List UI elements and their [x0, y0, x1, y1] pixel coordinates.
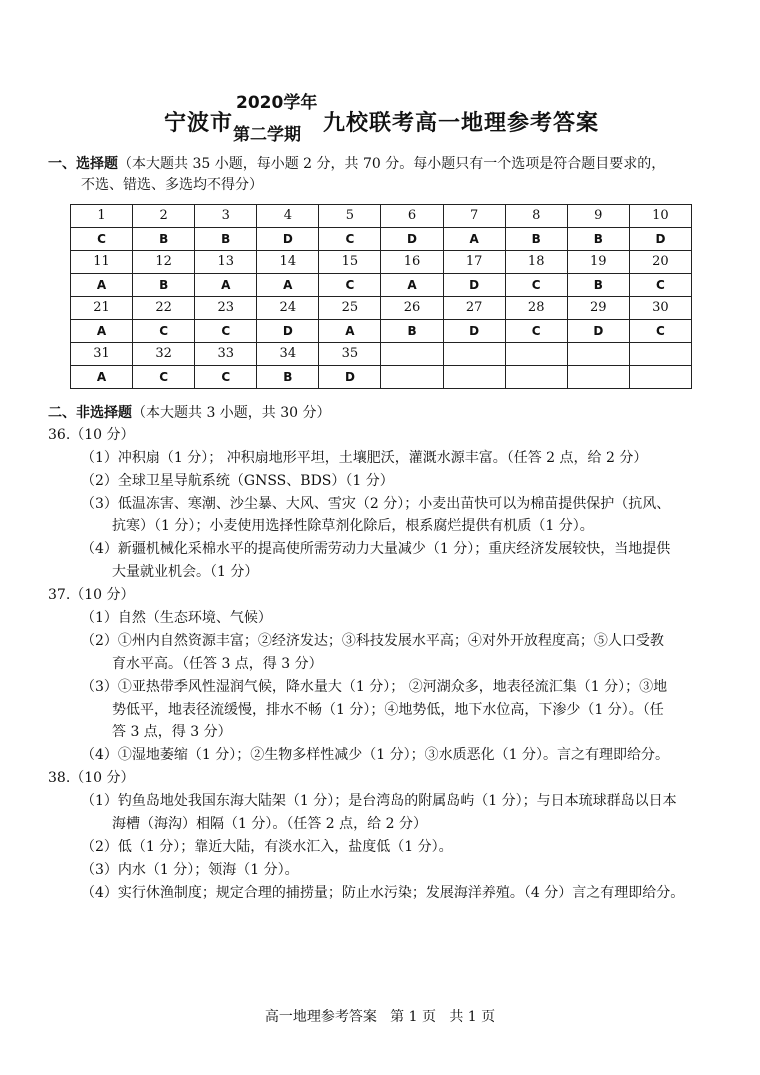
question-number-cell: 20: [629, 251, 691, 274]
question-number-cell: [381, 343, 443, 366]
answer-cell: [443, 366, 505, 389]
q37-2-cont: 育水平高。（任答 3 点，得 3 分）: [112, 656, 323, 672]
answer-row: [71, 366, 692, 389]
q38-1-cont: 海槽（海沟）相隔（1 分）。（任答 2 点，给 2 分）: [112, 816, 427, 832]
answer-cell: A: [257, 274, 319, 297]
q36-4-cont: 大量就业机会。（1 分）: [112, 564, 259, 580]
question-number-cell: 7: [443, 205, 505, 228]
question-number-cell: 12: [133, 251, 195, 274]
question-number-row: [71, 205, 692, 228]
answer-table: [70, 204, 692, 389]
answer-cell: A: [195, 274, 257, 297]
answer-cell: C: [195, 320, 257, 343]
question-number-cell: 31: [71, 343, 133, 366]
title-rest: 九校联考高一地理参考答案: [323, 111, 600, 136]
question-number-cell: 23: [195, 297, 257, 320]
q37-2: （2）①州内自然资源丰富；②经济发达；③科技发展水平高；④对外开放程度高；⑤人口受教: [81, 633, 664, 649]
q37-3-cont: 势低平，地表径流缓慢，排水不畅（1 分）；④地势低，地下水位高，下渗少（1 分）。（任: [112, 702, 664, 718]
question-number-cell: 33: [195, 343, 257, 366]
q37-1: （1）自然（生态环境、气候）: [81, 610, 272, 626]
question-number-cell: 19: [567, 251, 629, 274]
question-number-cell: 11: [71, 251, 133, 274]
answer-cell: D: [381, 228, 443, 251]
question-number-cell: 13: [195, 251, 257, 274]
question-number-cell: 8: [505, 205, 567, 228]
answer-cell: C: [629, 274, 691, 297]
q37-3-cont2: 答 3 点，得 3 分）: [112, 724, 232, 740]
section2-note: （本大题共 3 小题，共 30 分）: [132, 405, 331, 421]
question-number-cell: 1: [71, 205, 133, 228]
answer-cell: D: [629, 228, 691, 251]
q37-heading: 37.（10 分）: [48, 587, 135, 603]
question-number-cell: 17: [443, 251, 505, 274]
answer-cell: A: [71, 320, 133, 343]
q38-1: （1）钓鱼岛地处我国东海大陆架（1 分）；是台湾岛的附属岛屿（1 分）；与日本琉球群岛以日本: [81, 793, 677, 809]
answer-cell: B: [133, 274, 195, 297]
question-number-cell: 22: [133, 297, 195, 320]
question-number-cell: 34: [257, 343, 319, 366]
q38-3: （3）内水（1 分）；领海（1 分）。: [81, 862, 299, 878]
question-number-cell: 25: [319, 297, 381, 320]
answer-row: [71, 228, 692, 251]
section1-note: （本大题共 35 小题，每小题 2 分，共 70 分。每小题只有一个选项是符合题目要求的，: [118, 156, 666, 172]
q36-2: （2）全球卫星导航系统（GNSS、BDS）（1 分）: [81, 473, 394, 489]
question-number-cell: 28: [505, 297, 567, 320]
answer-cell: A: [71, 274, 133, 297]
answer-row: [71, 274, 692, 297]
section2-heading: [48, 402, 331, 422]
question-number-cell: [629, 343, 691, 366]
question-number-cell: 29: [567, 297, 629, 320]
q38-2: （2）低（1 分）；靠近大陆，有淡水汇入，盐度低（1 分）。: [81, 839, 453, 855]
question-number-cell: [443, 343, 505, 366]
question-number-cell: 16: [381, 251, 443, 274]
q36-3: （3）低温冻害、寒潮、沙尘暴、大风、雪灾（2 分）；小麦出苗快可以为棉苗提供保护（抗风、: [81, 496, 671, 512]
question-number-cell: 24: [257, 297, 319, 320]
question-number-cell: [567, 343, 629, 366]
question-number-cell: 15: [319, 251, 381, 274]
section1-note-line2: 不选、错选、多选均不得分）: [81, 177, 263, 193]
answer-cell: C: [319, 274, 381, 297]
q37-4: （4）①湿地萎缩（1 分）；②生物多样性减少（1 分）；③水质恶化（1 分）。言之有理即给分。: [81, 747, 669, 763]
question-number-cell: 32: [133, 343, 195, 366]
question-number-cell: 2: [133, 205, 195, 228]
question-number-cell: 27: [443, 297, 505, 320]
title-year: 2020学年: [236, 93, 318, 113]
answer-cell: B: [505, 228, 567, 251]
title-semester: 第二学期: [233, 125, 301, 145]
question-number-cell: 35: [319, 343, 381, 366]
page-footer: 高一地理参考答案 第 1 页 共 1 页: [264, 1009, 496, 1025]
answer-cell: C: [133, 366, 195, 389]
answer-cell: B: [195, 228, 257, 251]
question-number-row: [71, 251, 692, 274]
answer-cell: [381, 366, 443, 389]
question-number-cell: 10: [629, 205, 691, 228]
answer-cell: C: [505, 274, 567, 297]
answer-cell: B: [133, 228, 195, 251]
question-number-cell: 26: [381, 297, 443, 320]
question-number-cell: 5: [319, 205, 381, 228]
question-number-cell: 6: [381, 205, 443, 228]
question-number-cell: 30: [629, 297, 691, 320]
answer-cell: [567, 366, 629, 389]
question-number-cell: 18: [505, 251, 567, 274]
title-city: 宁波市: [164, 111, 234, 136]
q36-1: （1）冲积扇（1 分）； 冲积扇地形平坦，土壤肥沃，灌溉水源丰富。（任答 2 点，给 2 分）: [81, 450, 648, 466]
answer-cell: C: [629, 320, 691, 343]
answer-cell: C: [319, 228, 381, 251]
answer-cell: A: [443, 228, 505, 251]
question-number-cell: 9: [567, 205, 629, 228]
answer-cell: B: [381, 320, 443, 343]
answer-cell: D: [567, 320, 629, 343]
answer-cell: B: [567, 228, 629, 251]
answer-cell: D: [257, 228, 319, 251]
document-title: [0, 84, 760, 144]
question-number-cell: 21: [71, 297, 133, 320]
q36-4: （4）新疆机械化采棉水平的提高使所需劳动力大量减少（1 分）；重庆经济发展较快，当地提供: [81, 541, 671, 557]
question-number-row: [71, 297, 692, 320]
answer-cell: D: [257, 320, 319, 343]
answer-cell: A: [381, 274, 443, 297]
answer-cell: [505, 366, 567, 389]
answer-row: [71, 320, 692, 343]
answer-cell: A: [319, 320, 381, 343]
q37-3: （3）①亚热带季风性湿润气候，降水量大（1 分）； ②河湖众多，地表径流汇集（1 分）；③地: [81, 679, 668, 695]
question-number-cell: 3: [195, 205, 257, 228]
answer-cell: C: [505, 320, 567, 343]
question-number-cell: 4: [257, 205, 319, 228]
answer-cell: B: [567, 274, 629, 297]
answer-cell: [629, 366, 691, 389]
answer-cell: C: [195, 366, 257, 389]
answer-cell: C: [71, 228, 133, 251]
section2-title: 二、非选择题: [48, 405, 132, 421]
answer-cell: C: [133, 320, 195, 343]
answer-cell: D: [319, 366, 381, 389]
answer-cell: D: [443, 274, 505, 297]
answer-cell: B: [257, 366, 319, 389]
q38-heading: 38.（10 分）: [48, 770, 135, 786]
answer-cell: A: [71, 366, 133, 389]
section1-heading: [48, 153, 665, 173]
section1-title: 一、选择题: [48, 156, 118, 172]
question-number-row: [71, 343, 692, 366]
question-number-cell: 14: [257, 251, 319, 274]
answer-cell: D: [443, 320, 505, 343]
question-number-cell: [505, 343, 567, 366]
q36-heading: 36.（10 分）: [48, 427, 135, 443]
q38-4: （4）实行休渔制度；规定合理的捕捞量；防止水污染；发展海洋养殖。（4 分）言之有理即给分。: [81, 885, 685, 901]
q36-3-cont: 抗寒）（1 分）；小麦使用选择性除草剂化除后，根系腐烂提供有机质（1 分）。: [112, 518, 594, 534]
